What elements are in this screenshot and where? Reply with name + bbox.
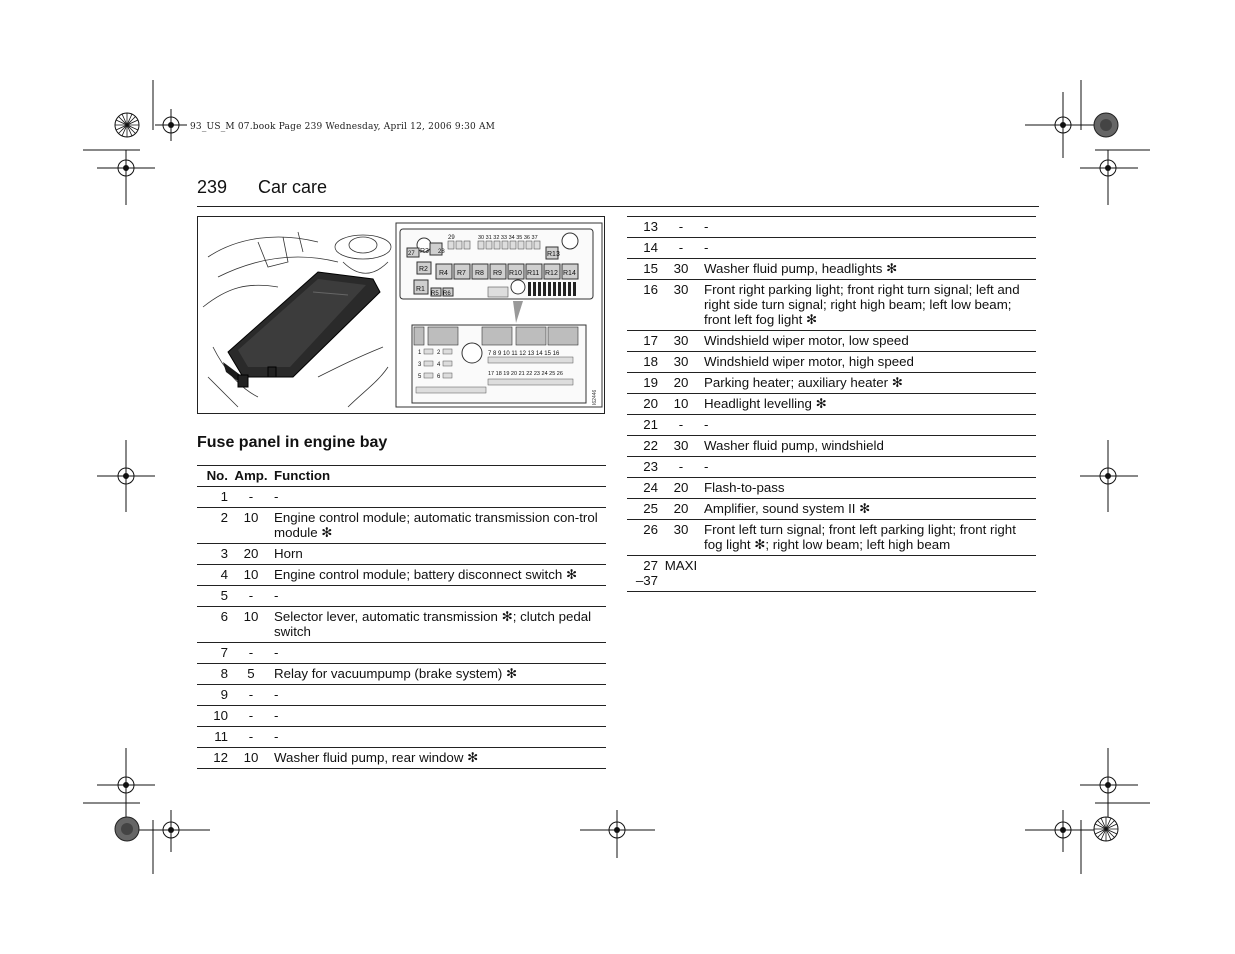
fuse-function: Parking heater; auxiliary heater ✻ (704, 375, 903, 390)
fuse-panel-figure (197, 216, 605, 414)
fuse-amperage: - (248, 708, 254, 723)
fuse-amperage: - (678, 417, 684, 432)
upper-fuse-diagram (400, 229, 593, 299)
fuse-number: 8 (220, 666, 228, 681)
fuse-row (197, 748, 606, 769)
fuse-function: Washer fluid pump, rear window ✻ (274, 750, 479, 765)
relay-label-r4: R4 (439, 270, 448, 277)
fuse-amperage: - (248, 645, 254, 660)
relay-label-r5: R5 (431, 291, 439, 297)
fuse-number: 2 (220, 510, 228, 525)
fuse-amperage: 10 (243, 609, 259, 624)
fuse-number: 26 (643, 522, 658, 537)
fuse-number: 1 (220, 489, 228, 504)
fuse-function: Selector lever, automatic transmission ✻; clutch pedal switch (274, 609, 592, 639)
fuse-label-27: 27 (408, 251, 415, 257)
fuse-amperage: - (678, 459, 684, 474)
fuse-label-1: 1 (418, 350, 422, 356)
fuse-row (197, 643, 606, 664)
fuse-row (627, 478, 1036, 499)
relay-label-r12: R12 (545, 270, 558, 277)
fuse-row (627, 217, 1036, 238)
fuse-label-2: 2 (437, 350, 441, 356)
fuse-amperage: 10 (673, 396, 689, 411)
fuse-amperage: MAXI (664, 558, 698, 573)
fuse-amperage: 20 (673, 375, 689, 390)
fuse-function: - (274, 588, 279, 603)
fuse-label-3: 3 (418, 362, 422, 368)
fuse-table-left (197, 465, 606, 769)
relay-label-r6: R6 (443, 291, 451, 297)
fuse-function: Washer fluid pump, headlights ✻ (704, 261, 898, 276)
fuse-label-29: 29 (448, 235, 455, 241)
fuse-row (197, 487, 606, 508)
fuse-function: Engine control module; automatic transmission con-trol module ✻ (274, 510, 598, 540)
fuse-function: Flash-to-pass (704, 480, 785, 495)
figure-title: Fuse panel in engine bay (197, 434, 388, 451)
fuse-number: 13 (643, 219, 658, 234)
fuse-function: Windshield wiper motor, low speed (704, 333, 909, 348)
column-header-amp: Amp. (234, 468, 268, 483)
fuse-function: Relay for vacuumpump (brake system) ✻ (274, 666, 518, 681)
column-header-function: Function (274, 468, 331, 483)
relay-label-r2: R2 (419, 266, 428, 273)
fuse-amperage: 20 (243, 546, 259, 561)
fuse-label-4: 4 (437, 362, 441, 368)
fuse-number: 14 (643, 240, 658, 255)
fuse-number: 27 –37 (635, 558, 658, 588)
fuse-row (627, 280, 1036, 331)
fuse-row (627, 352, 1036, 373)
fuse-row (627, 436, 1036, 457)
relay-label-r1: R1 (416, 286, 425, 293)
fuse-number: 23 (643, 459, 658, 474)
fuse-amperage: 20 (673, 501, 689, 516)
fuse-number: 25 (643, 501, 658, 516)
fuse-number: 10 (213, 708, 228, 723)
lower-fuse-diagram (412, 325, 586, 403)
fuse-number: 3 (220, 546, 228, 561)
fuse-label-5: 5 (418, 374, 422, 380)
fuse-label-6: 6 (437, 374, 441, 380)
fuse-amperage: 10 (243, 567, 259, 582)
fuse-amperage: - (248, 729, 254, 744)
section-title: Car care (258, 177, 328, 197)
relay-label-r7: R7 (457, 270, 466, 277)
table-header-row (197, 466, 606, 487)
fuse-row (197, 565, 606, 586)
fuse-row (627, 331, 1036, 352)
fuse-number: 4 (220, 567, 228, 582)
fuse-number: 21 (643, 417, 658, 432)
fuse-number: 20 (643, 396, 658, 411)
fuse-amperage: 30 (673, 333, 689, 348)
fuse-amperage: - (248, 687, 254, 702)
fuse-row (627, 415, 1036, 436)
fuse-amperage: 20 (673, 480, 689, 495)
fuse-row-17-26-labels: 17 18 19 20 21 22 23 24 25 26 (488, 371, 563, 377)
fuse-row (197, 586, 606, 607)
relay-label-r10: R10 (509, 270, 522, 277)
fuse-function: - (274, 489, 279, 504)
fuse-panel-illustration (198, 217, 604, 413)
relay-label-r13: R13 (547, 251, 560, 258)
fuse-amperage: 5 (247, 666, 255, 681)
fuse-row (197, 727, 606, 748)
fuse-amperage: 30 (673, 354, 689, 369)
fuse-amperage: - (678, 240, 684, 255)
relay-label-r14: R14 (563, 270, 576, 277)
fuse-number: 19 (643, 375, 658, 390)
fuse-table-right (627, 216, 1036, 592)
fuse-row (627, 238, 1036, 259)
fuse-row (197, 544, 606, 565)
fuse-function: - (274, 687, 279, 702)
fuse-row-7-16-labels: 7 8 9 10 11 12 13 14 15 16 (488, 351, 560, 357)
fuse-function: Engine control module; battery disconnect switch ✻ (274, 567, 578, 582)
fuse-row (627, 520, 1036, 556)
fuse-function: Front left turn signal; front left parking light; front right fog light ✻; right low beam; left high beam (704, 522, 1016, 552)
fuse-number: 6 (220, 609, 228, 624)
fuse-function: - (704, 240, 709, 255)
fuse-amperage: 10 (243, 750, 259, 765)
fuse-amperage: 30 (673, 261, 689, 276)
fuse-number: 12 (213, 750, 228, 765)
fuse-number: 15 (643, 261, 658, 276)
fuse-number: 9 (220, 687, 228, 702)
relay-label-r9: R9 (493, 270, 502, 277)
relay-label-r11: R11 (527, 270, 540, 277)
header-rule (197, 206, 1039, 207)
fuse-function: Front right parking light; front right turn signal; left and right side turn signal; right high beam; left low beam; front left fog light ✻ (704, 282, 1020, 327)
fuse-number: 5 (220, 588, 228, 603)
page-number: 239 (197, 177, 228, 197)
image-code: I62446 (592, 389, 598, 405)
fuse-row (627, 259, 1036, 280)
fuse-amperage: 30 (673, 522, 689, 537)
fuse-function: - (704, 459, 709, 474)
fuse-number: 24 (643, 480, 658, 495)
fuse-function: Headlight levelling ✻ (704, 396, 827, 411)
print-slug: 93_US_M 07.book Page 239 Wednesday, April 12, 2006 9:30 AM (190, 122, 496, 132)
fuse-function (701, 556, 1036, 592)
fuse-function: - (274, 645, 279, 660)
fuse-amperage: 10 (243, 510, 259, 525)
fuse-number: 16 (643, 282, 658, 297)
fuse-number: 7 (220, 645, 228, 660)
fuse-row (627, 457, 1036, 478)
fuse-row (197, 607, 606, 643)
fuse-amperage: 30 (673, 282, 689, 297)
fuse-amperage: 30 (673, 438, 689, 453)
fuse-function: Amplifier, sound system II ✻ (704, 501, 871, 516)
fuse-amperage: - (248, 588, 254, 603)
fuse-function: Horn (274, 546, 303, 561)
fuse-box-cover (223, 272, 380, 387)
fuse-row (627, 556, 1036, 592)
fuse-function: - (704, 219, 709, 234)
fuse-function: - (704, 417, 709, 432)
fuse-row (627, 373, 1036, 394)
relay-label-r3: R3 (420, 248, 429, 255)
fuse-function: - (274, 729, 279, 744)
fuse-amperage: - (678, 219, 684, 234)
fuse-amperage: - (248, 489, 254, 504)
fuse-number: 11 (214, 729, 228, 744)
relay-label-r8: R8 (475, 270, 484, 277)
fuse-row-30-37-labels: 30 31 32 33 34 35 36 37 (478, 235, 538, 241)
fuse-number: 22 (643, 438, 658, 453)
column-header-no: No. (206, 468, 228, 483)
fuse-row (197, 664, 606, 685)
fuse-function: Windshield wiper motor, high speed (704, 354, 914, 369)
fuse-number: 18 (643, 354, 658, 369)
fuse-row (197, 685, 606, 706)
fuse-label-28: 28 (438, 249, 445, 255)
fuse-function: Washer fluid pump, windshield (704, 438, 884, 453)
fuse-function: - (274, 708, 279, 723)
fuse-number: 17 (643, 333, 658, 348)
fuse-row (197, 508, 606, 544)
fuse-row (197, 706, 606, 727)
fuse-row (627, 394, 1036, 415)
fuse-row (627, 499, 1036, 520)
